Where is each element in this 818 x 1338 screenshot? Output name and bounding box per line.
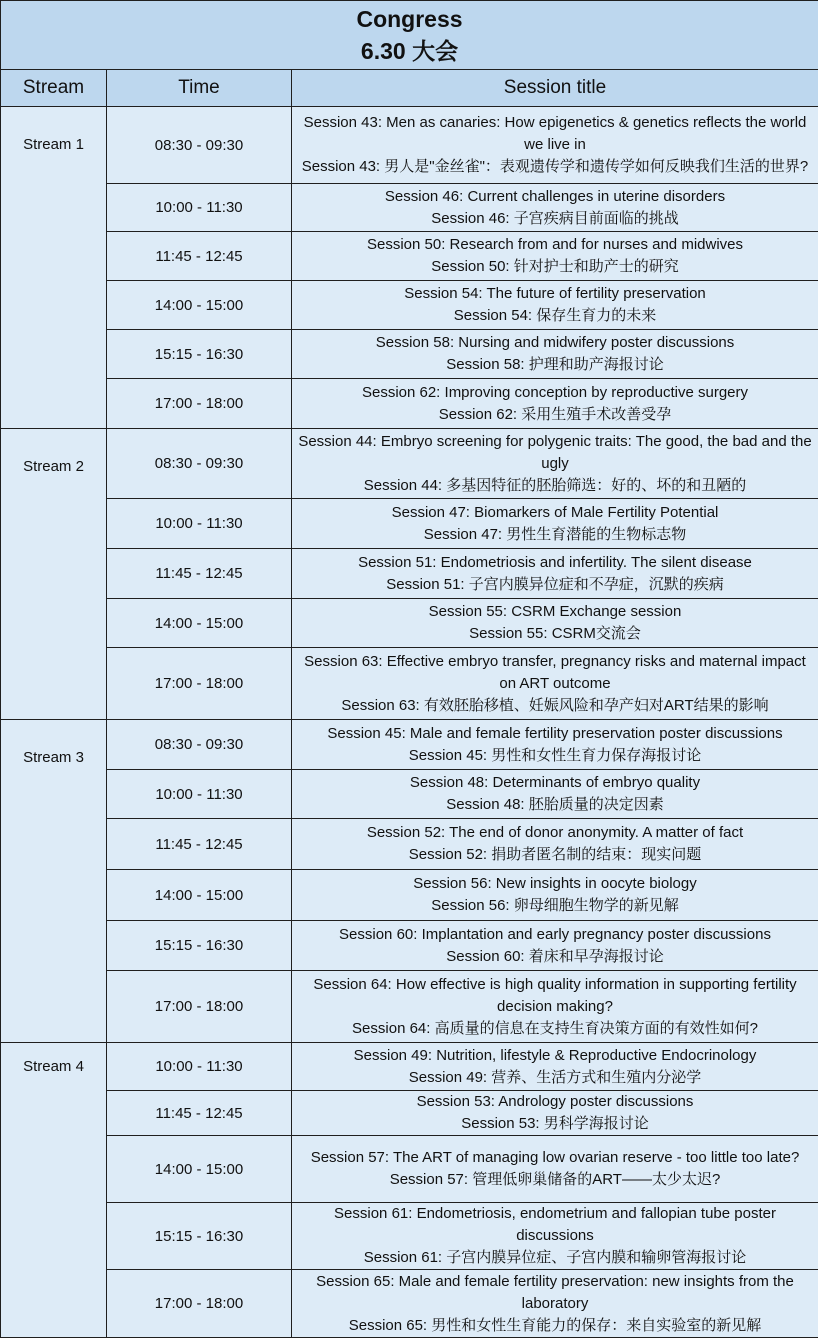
session-time: 17:00 - 18:00 bbox=[107, 971, 292, 1043]
session-title bbox=[292, 870, 818, 921]
session-time: 14:00 - 15:00 bbox=[107, 599, 292, 648]
session-title bbox=[292, 107, 818, 184]
session-title-zh: Session 46: 子宫疾病目前面临的挑战 bbox=[294, 208, 816, 230]
session-time: 11:45 - 12:45 bbox=[107, 232, 292, 281]
session-row bbox=[1, 379, 818, 429]
session-time: 17:00 - 18:00 bbox=[107, 1270, 292, 1338]
stream-label: Stream 3 bbox=[1, 720, 107, 1043]
session-title bbox=[292, 1270, 818, 1338]
session-title-en: Session 52: The end of donor anonymity. A matter of fact bbox=[294, 822, 816, 844]
session-title-zh: Session 49: 营养、生活方式和生殖内分泌学 bbox=[294, 1067, 816, 1089]
session-row bbox=[1, 648, 818, 720]
session-row bbox=[1, 1136, 818, 1203]
session-title bbox=[292, 281, 818, 330]
session-time: 15:15 - 16:30 bbox=[107, 330, 292, 379]
session-title-en: Session 62: Improving conception by reproductive surgery bbox=[294, 382, 816, 404]
session-title-zh: Session 62: 采用生殖手术改善受孕 bbox=[294, 404, 816, 426]
session-row bbox=[1, 1043, 818, 1091]
session-title bbox=[292, 599, 818, 648]
session-title-zh: Session 53: 男科学海报讨论 bbox=[294, 1113, 816, 1135]
stream-label: Stream 4 bbox=[1, 1043, 107, 1338]
session-time: 08:30 - 09:30 bbox=[107, 720, 292, 770]
session-title-zh: Session 48: 胚胎质量的决定因素 bbox=[294, 794, 816, 816]
session-row bbox=[1, 971, 818, 1043]
session-title-zh: Session 54: 保存生育力的未来 bbox=[294, 305, 816, 327]
session-title bbox=[292, 648, 818, 720]
header-session-title: Session title bbox=[292, 70, 818, 107]
session-time: 11:45 - 12:45 bbox=[107, 819, 292, 870]
title-line-1: Congress bbox=[3, 3, 816, 35]
session-row bbox=[1, 599, 818, 648]
session-title-en: Session 47: Biomarkers of Male Fertility Potential bbox=[294, 502, 816, 524]
session-title-en: Session 57: The ART of managing low ovarian reserve - too little too late? bbox=[294, 1147, 816, 1169]
session-title-en: Session 64: How effective is high quality information in supporting fertility decision making? bbox=[294, 974, 816, 1018]
session-title-en: Session 55: CSRM Exchange session bbox=[294, 601, 816, 623]
session-title-en: Session 48: Determinants of embryo quality bbox=[294, 772, 816, 794]
session-row bbox=[1, 281, 818, 330]
session-row bbox=[1, 770, 818, 819]
session-title-zh: Session 50: 针对护士和助产士的研究 bbox=[294, 256, 816, 278]
session-title-en: Session 54: The future of fertility preservation bbox=[294, 283, 816, 305]
session-time: 08:30 - 09:30 bbox=[107, 107, 292, 184]
session-time: 11:45 - 12:45 bbox=[107, 1091, 292, 1136]
session-row bbox=[1, 499, 818, 549]
session-title-zh: Session 44: 多基因特征的胚胎筛选：好的、坏的和丑陋的 bbox=[294, 475, 816, 497]
session-row bbox=[1, 184, 818, 232]
session-title bbox=[292, 429, 818, 499]
session-title bbox=[292, 499, 818, 549]
session-time: 10:00 - 11:30 bbox=[107, 770, 292, 819]
header-row bbox=[1, 70, 818, 107]
session-title-en: Session 45: Male and female fertility preservation poster discussions bbox=[294, 723, 816, 745]
session-title bbox=[292, 819, 818, 870]
session-title-en: Session 63: Effective embryo transfer, pregnancy risks and maternal impact on ART outcome bbox=[294, 651, 816, 695]
session-title-zh: Session 47: 男性生育潜能的生物标志物 bbox=[294, 524, 816, 546]
session-title-zh: Session 55: CSRM交流会 bbox=[294, 623, 816, 645]
session-title-en: Session 65: Male and female fertility preservation: new insights from the laboratory bbox=[294, 1271, 816, 1315]
session-row bbox=[1, 330, 818, 379]
session-title-zh: Session 60: 着床和早孕海报讨论 bbox=[294, 946, 816, 968]
session-title bbox=[292, 1043, 818, 1091]
session-title-zh: Session 56: 卵母细胞生物学的新见解 bbox=[294, 895, 816, 917]
session-title bbox=[292, 921, 818, 971]
session-row bbox=[1, 429, 818, 499]
session-title-zh: Session 65: 男性和女性生育能力的保存：来自实验室的新见解 bbox=[294, 1315, 816, 1337]
session-time: 15:15 - 16:30 bbox=[107, 1203, 292, 1270]
session-time: 17:00 - 18:00 bbox=[107, 379, 292, 429]
session-title-en: Session 60: Implantation and early pregnancy poster discussions bbox=[294, 924, 816, 946]
session-title bbox=[292, 720, 818, 770]
session-title-zh: Session 51: 子宫内膜异位症和不孕症，沉默的疾病 bbox=[294, 574, 816, 596]
session-title-zh: Session 64: 高质量的信息在支持生育决策方面的有效性如何? bbox=[294, 1018, 816, 1040]
session-row bbox=[1, 921, 818, 971]
session-title bbox=[292, 1091, 818, 1136]
session-title-zh: Session 61: 子宫内膜异位症、子宫内膜和输卵管海报讨论 bbox=[294, 1247, 816, 1269]
title-line-2: 6.30 大会 bbox=[3, 35, 816, 67]
session-title-en: Session 44: Embryo screening for polygenic traits: The good, the bad and the ugly bbox=[294, 431, 816, 475]
session-title-en: Session 43: Men as canaries: How epigenetics & genetics reflects the world we live in bbox=[294, 112, 816, 156]
session-time: 10:00 - 11:30 bbox=[107, 184, 292, 232]
stream-label: Stream 2 bbox=[1, 429, 107, 720]
session-title-en: Session 58: Nursing and midwifery poster discussions bbox=[294, 332, 816, 354]
session-time: 14:00 - 15:00 bbox=[107, 281, 292, 330]
session-title bbox=[292, 1203, 818, 1270]
session-title-en: Session 51: Endometriosis and infertility. The silent disease bbox=[294, 552, 816, 574]
stream-label: Stream 1 bbox=[1, 107, 107, 429]
session-row bbox=[1, 232, 818, 281]
session-title-en: Session 46: Current challenges in uterine disorders bbox=[294, 186, 816, 208]
session-title-en: Session 56: New insights in oocyte biology bbox=[294, 873, 816, 895]
congress-title bbox=[1, 1, 818, 70]
session-title-zh: Session 58: 护理和助产海报讨论 bbox=[294, 354, 816, 376]
session-time: 17:00 - 18:00 bbox=[107, 648, 292, 720]
session-title-zh: Session 63: 有效胚胎移植、妊娠风险和孕产妇对ART结果的影响 bbox=[294, 695, 816, 717]
session-time: 14:00 - 15:00 bbox=[107, 870, 292, 921]
session-time: 08:30 - 09:30 bbox=[107, 429, 292, 499]
session-title-en: Session 50: Research from and for nurses and midwives bbox=[294, 234, 816, 256]
session-title bbox=[292, 330, 818, 379]
session-title bbox=[292, 971, 818, 1043]
session-row bbox=[1, 1203, 818, 1270]
session-title-zh: Session 45: 男性和女性生育力保存海报讨论 bbox=[294, 745, 816, 767]
session-title bbox=[292, 1136, 818, 1203]
session-row bbox=[1, 1270, 818, 1338]
session-row bbox=[1, 819, 818, 870]
session-time: 10:00 - 11:30 bbox=[107, 1043, 292, 1091]
session-title bbox=[292, 770, 818, 819]
header-stream: Stream bbox=[1, 70, 107, 107]
session-title-zh: Session 57: 管理低卵巢储备的ART——太少太迟? bbox=[294, 1169, 816, 1191]
session-row bbox=[1, 549, 818, 599]
session-title bbox=[292, 379, 818, 429]
session-row bbox=[1, 720, 818, 770]
session-title-en: Session 61: Endometriosis, endometrium and fallopian tube poster discussions bbox=[294, 1203, 816, 1247]
session-row bbox=[1, 107, 818, 184]
session-title-en: Session 53: Andrology poster discussions bbox=[294, 1091, 816, 1113]
session-title bbox=[292, 184, 818, 232]
session-title-en: Session 49: Nutrition, lifestyle & Reproductive Endocrinology bbox=[294, 1045, 816, 1067]
session-time: 14:00 - 15:00 bbox=[107, 1136, 292, 1203]
session-title-zh: Session 43: 男人是"金丝雀"：表观遗传学和遗传学如何反映我们生活的世界? bbox=[294, 156, 816, 178]
header-time: Time bbox=[107, 70, 292, 107]
session-title bbox=[292, 232, 818, 281]
session-time: 10:00 - 11:30 bbox=[107, 499, 292, 549]
session-time: 11:45 - 12:45 bbox=[107, 549, 292, 599]
session-title-zh: Session 52: 捐助者匿名制的结束：现实问题 bbox=[294, 844, 816, 866]
session-row bbox=[1, 1091, 818, 1136]
session-row bbox=[1, 870, 818, 921]
session-title bbox=[292, 549, 818, 599]
session-time: 15:15 - 16:30 bbox=[107, 921, 292, 971]
